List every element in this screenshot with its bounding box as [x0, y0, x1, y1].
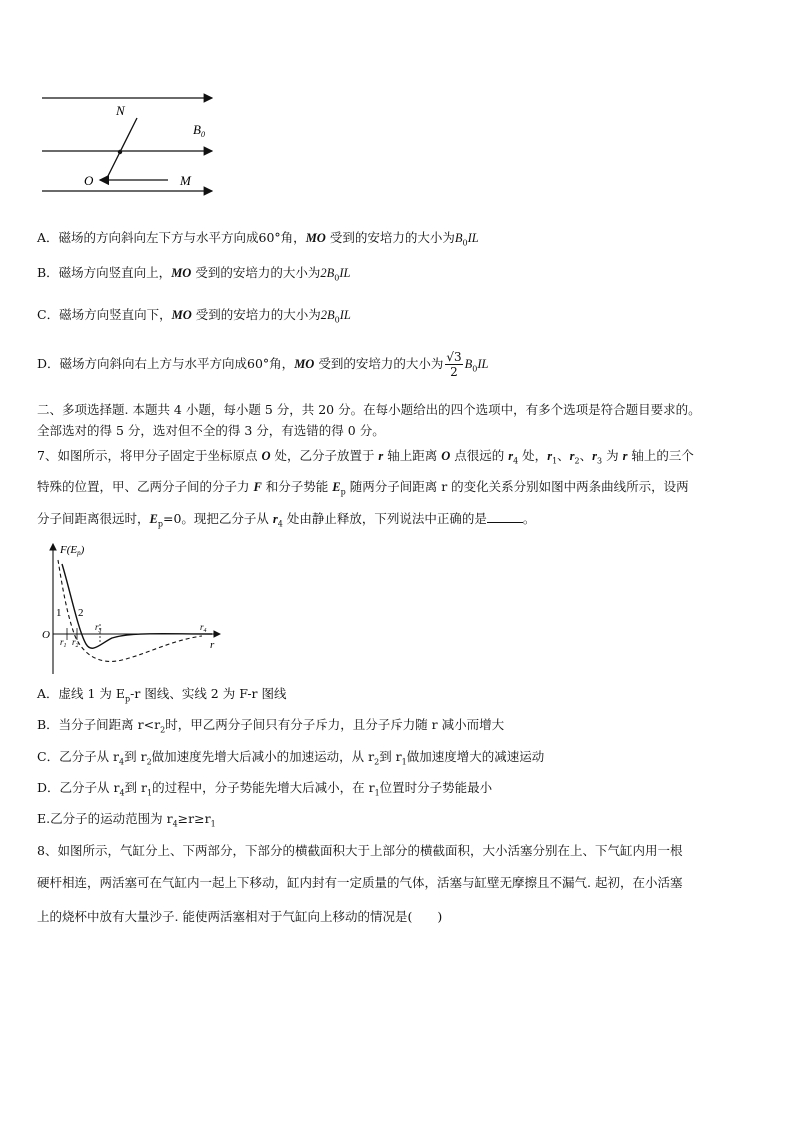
option-6C: C．磁场方向竖直向下，MO 受到的安培力的大小为$2B_0IL$ [37, 307, 351, 325]
curve-2-label: 2 [78, 607, 84, 619]
option-6B: B．磁场方向竖直向上，MO 受到的安培力的大小为$2B_0IL$ [37, 265, 351, 283]
label-O: O [84, 173, 94, 188]
r1-label: $r_1$ [60, 637, 67, 649]
force-potential-graph [42, 540, 232, 678]
q8-line1: 8、如图所示，气缸分上、下两部分，下部分的横截面积大于上部分的横截面积，大小活塞分别在上、下气缸内用一根 [37, 843, 683, 858]
x-axis-label: r [210, 639, 215, 651]
option-7C: C．乙分子从 $r_4$到 $r_2$做加速度先增大后减小的加速运动，从 $r_2$到 $r_1$做加速度增大的减速运动 [37, 749, 545, 767]
conductor-dot [118, 150, 122, 154]
answer-blank [487, 510, 523, 523]
option-6A: A．磁场的方向斜向左下方与水平方向成60°角，MO 受到的安培力的大小为$B_0IL$ [37, 230, 479, 248]
r2-label: $r_2$ [72, 637, 79, 649]
curve-1-label: 1 [56, 607, 62, 619]
curve-2-solid [62, 564, 212, 648]
conductor-ON [106, 118, 137, 180]
option-7D: D．乙分子从 $r_4$到 $r_1$的过程中，分子势能先增大后减小，在 $r_1$位置时分子势能最小 [37, 780, 493, 798]
q8-line3: 上的烧杯中放有大量沙子. 能使两活塞相对于气缸向上移动的情况是( ) [37, 909, 443, 924]
sqrt3-over-2: $\frac{√3}{2}$ [446, 350, 462, 379]
r4-label: $r_4$ [200, 622, 207, 634]
origin-label: O [42, 629, 50, 641]
label-M: M [180, 173, 191, 188]
q7-line1: 7、如图所示，将甲分子固定于坐标原点 O 处，乙分子放置于 r 轴上距离 O 点很远的 $r_4$ 处，$r_1$、$r_2$、$r_3$ 为 r 轴上的三个 [37, 448, 694, 466]
option-6D: D．磁场方向斜向右上方与水平方向成60°角，MO 受到的安培力的大小为 $\frac{√3}{2}$ $B_0IL$ [37, 350, 489, 379]
q7-line3: 分子间距离很远时，$E_p=0$。现把乙分子从 $r_4$ 处由静止释放，下列说法中正确的是 。 [37, 511, 536, 529]
option-7B: B．当分子间距离 $r<r_2$时，甲乙两分子间只有分子斥力，且分子斥力随 r 减小而增大 [37, 717, 505, 735]
q8-line2: 硬杆相连，两活塞可在气缸内一起上下移动，缸内封有一定质量的气体，活塞与缸壁无摩擦且不漏气. 起初，在小活塞 [37, 875, 683, 890]
section2-line1: 二、多项选择题. 本题共 4 小题，每小题 5 分，共 20 分。在每小题给出的四个选项中，有多个选项是符合题目要求的。 [37, 402, 701, 417]
label-B0: $B_0$ [193, 122, 205, 139]
y-label: F(Ep) [60, 544, 85, 557]
option-7E: E.乙分子的运动范围为 $r_4\ge r\ge r_1$ [37, 811, 216, 829]
r3-label: $r_3$ [95, 622, 102, 634]
section2-line2: 全部选对的得 5 分，选对但不全的得 3 分，有选错的得 0 分。 [37, 423, 385, 438]
label-N: N [116, 103, 125, 118]
q7-line2: 特殊的位置，甲、乙两分子间的分子力 F 和分子势能 $E_p$ 随两分子间距离 r 的变化关系分别如图中两条曲线所示，设两 [37, 479, 689, 497]
option-7A: A．虚线 1 为 $E_p-r$ 图线、实线 2 为 F-r 图线 [37, 686, 287, 704]
magnetic-field-figure [38, 88, 218, 198]
